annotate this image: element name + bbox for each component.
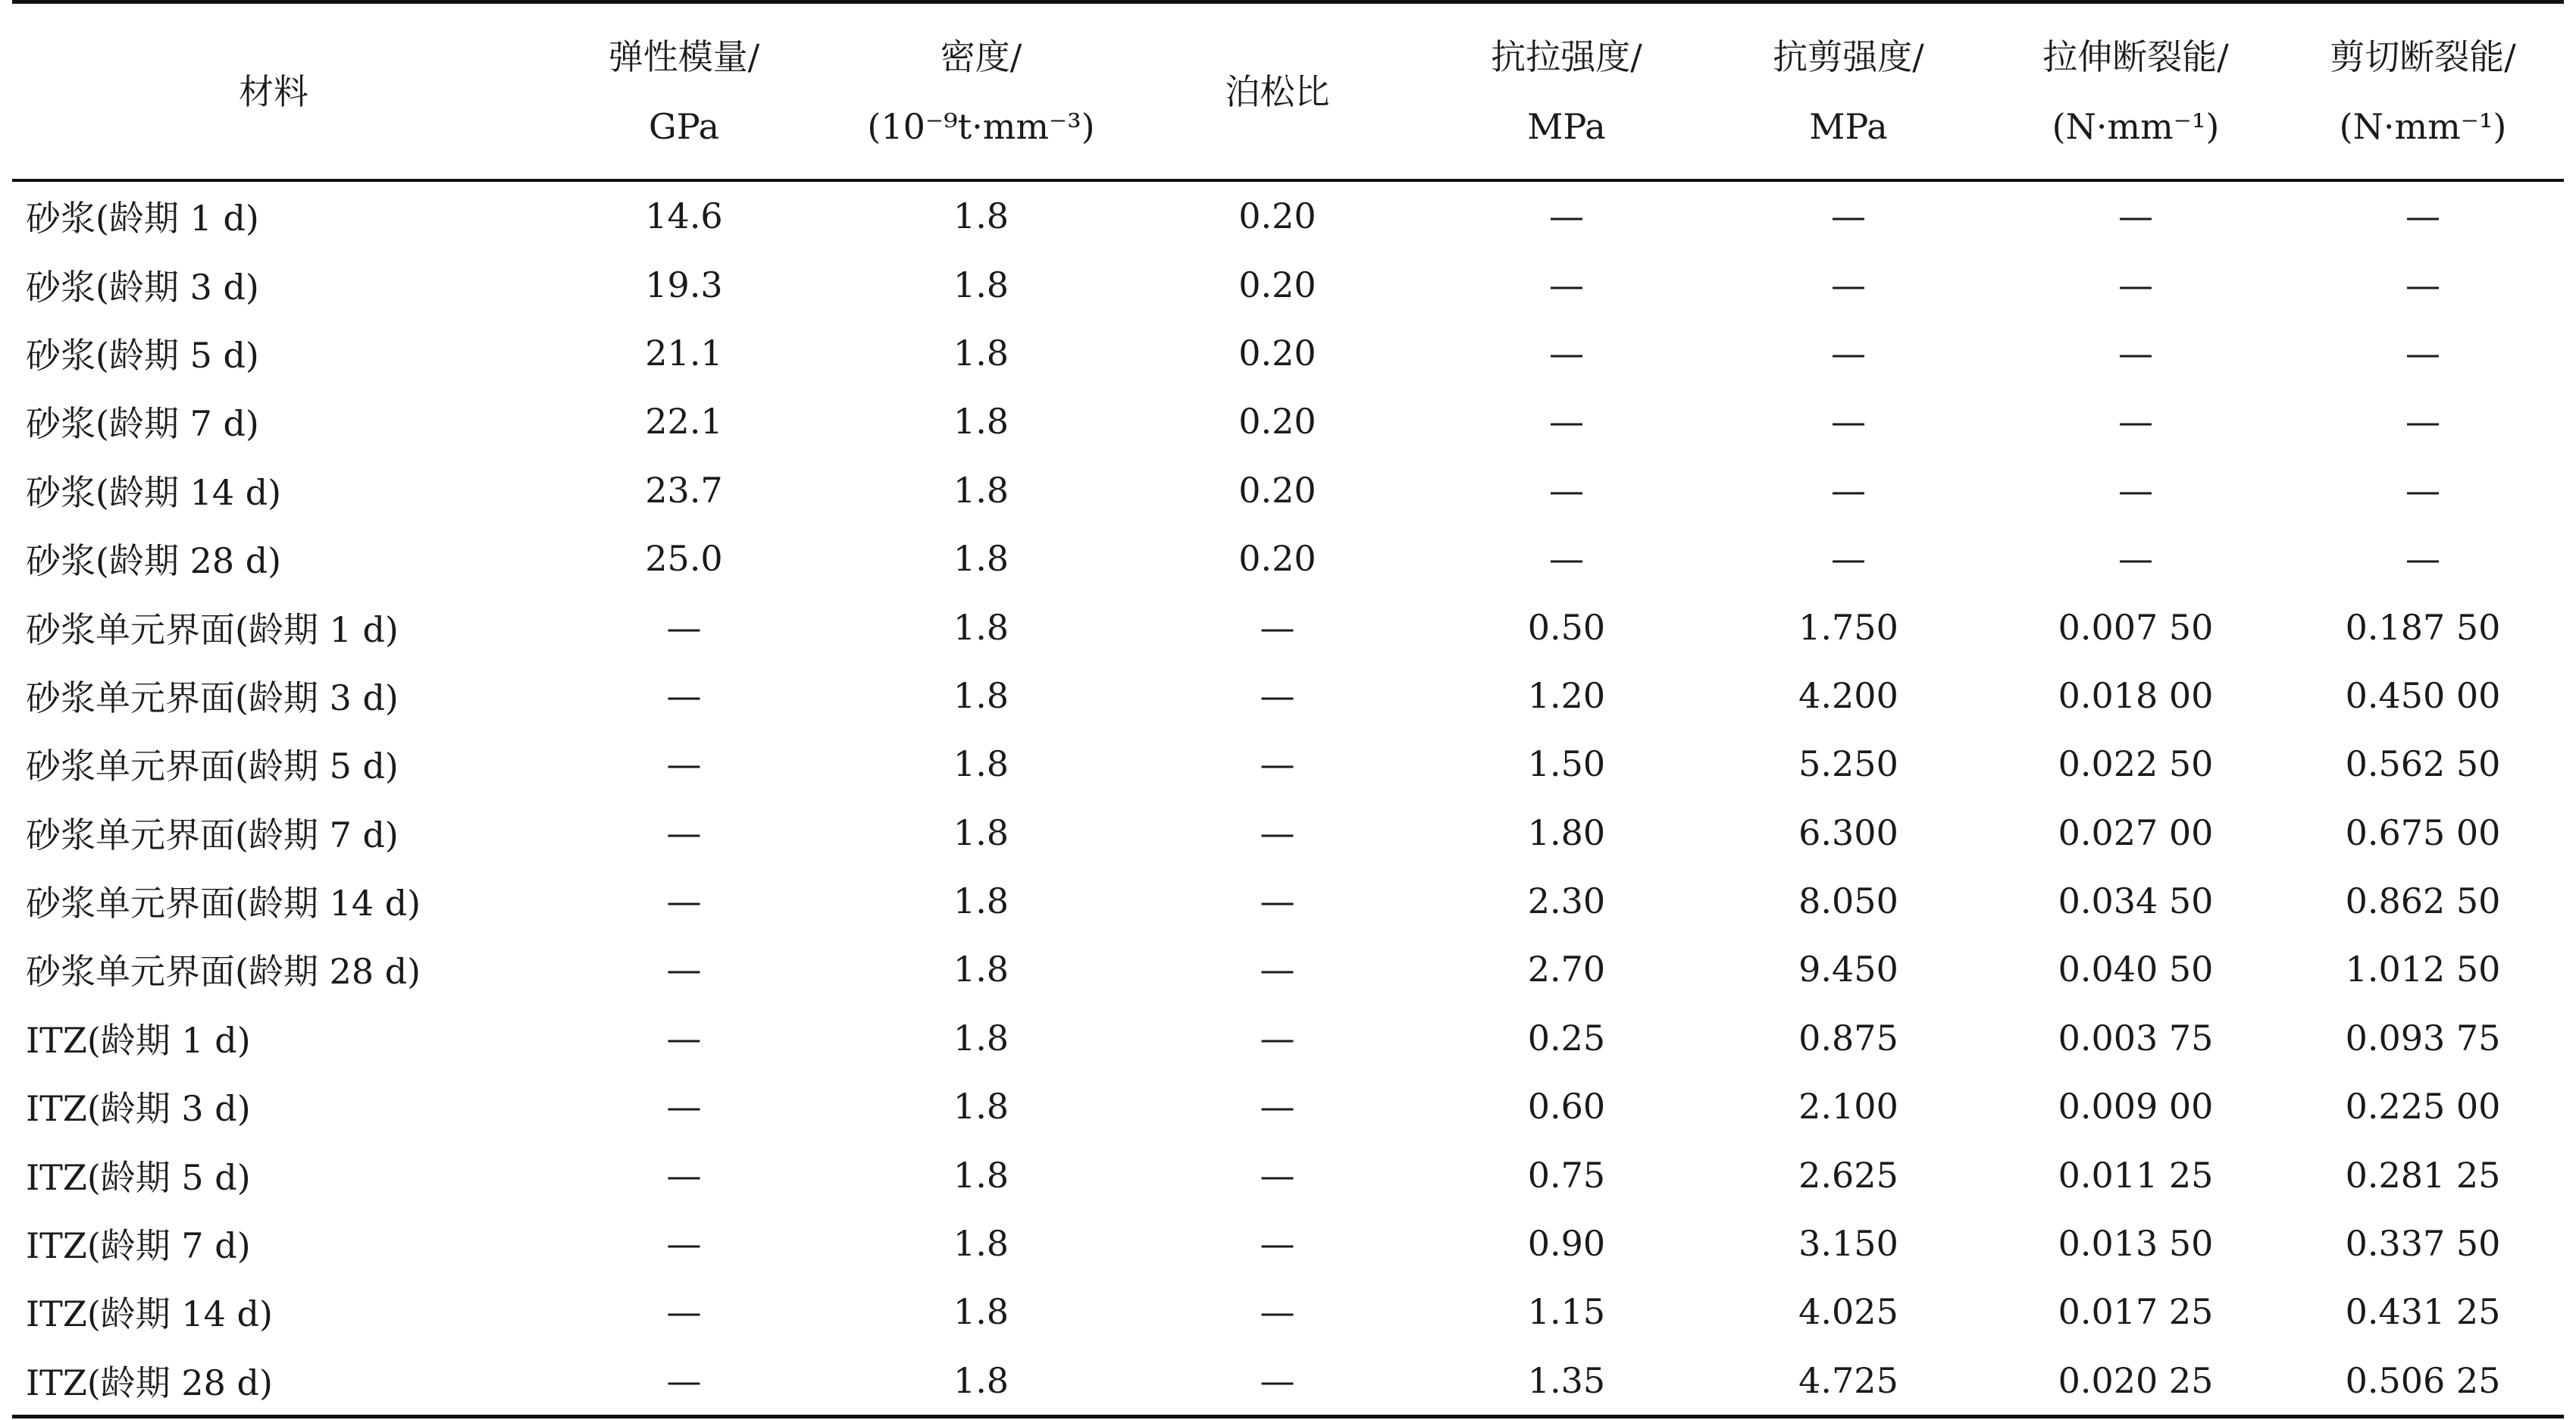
value-cell: 4.025 (1798, 1291, 1898, 1333)
value-cell: 1.8 (953, 743, 1009, 785)
table-row (12, 456, 2564, 524)
value-cell: 1.8 (953, 401, 1009, 443)
value-cell: — (1549, 401, 1584, 443)
material-name-cell: ITZ(龄期 28 d) (12, 1346, 535, 1417)
value-cell: 8.050 (1798, 880, 1898, 922)
value-cell: 1.15 (1527, 1291, 1606, 1333)
value-cell: 1.8 (953, 264, 1009, 305)
value-cell: 0.011 25 (2058, 1154, 2214, 1196)
value-cell: 1.8 (953, 812, 1009, 853)
value-cell: 0.225 00 (2345, 1086, 2501, 1128)
material-name-cell: 砂浆单元界面(龄期 28 d) (26, 951, 421, 993)
value-cell: — (2405, 195, 2440, 237)
value-cell: 2.30 (1527, 880, 1606, 922)
value-cell: 0.093 75 (2345, 1017, 2501, 1059)
value-cell: — (2118, 195, 2153, 237)
value-cell: — (666, 880, 702, 922)
value-cell: 0.020 25 (1989, 1346, 2282, 1417)
value-cell: 2.625 (1798, 1154, 1898, 1196)
value-cell: 0.25 (1527, 1017, 1606, 1059)
table-row (12, 1140, 2564, 1209)
value-cell: — (2118, 264, 2153, 305)
value-cell: 0.50 (1527, 606, 1606, 648)
column-header-line: (N·mm⁻¹) (2052, 105, 2220, 147)
column-header-line: 剪切断裂能/ (2330, 36, 2516, 77)
value-cell: — (666, 674, 702, 716)
value-cell: 0.450 00 (2345, 674, 2501, 716)
value-cell: 1.35 (1426, 1346, 1707, 1417)
column-header-5 (1426, 2, 1707, 181)
value-cell: 1.8 (953, 1017, 1009, 1059)
value-cell: — (1549, 264, 1584, 305)
value-cell: — (1831, 538, 1866, 580)
value-cell: 5.250 (1798, 743, 1898, 785)
value-cell: 0.875 (1798, 1017, 1898, 1059)
value-cell: 1.8 (953, 195, 1009, 237)
value-cell: — (2405, 538, 2440, 580)
value-cell: — (1260, 674, 1295, 716)
material-name-cell: 砂浆单元界面(龄期 1 d) (26, 608, 399, 650)
value-cell: 0.75 (1527, 1154, 1606, 1196)
value-cell: 1.8 (953, 1154, 1009, 1196)
value-cell: 0.187 50 (2345, 606, 2501, 648)
material-name-cell: 砂浆(龄期 3 d) (26, 266, 259, 308)
value-cell: — (1260, 743, 1295, 785)
value-cell: — (1260, 812, 1295, 853)
value-cell: — (535, 1346, 833, 1417)
value-cell: — (1831, 195, 1866, 237)
value-cell: 1.012 50 (2345, 949, 2501, 990)
column-header-line: 抗拉强度/ (1491, 36, 1642, 77)
material-name-cell: 砂浆(龄期 28 d) (26, 540, 282, 582)
table-row (12, 1072, 2564, 1140)
value-cell: 4.200 (1798, 674, 1898, 716)
value-cell: 0.022 50 (2058, 743, 2214, 785)
table-row (12, 935, 2564, 1003)
column-header-line: 密度/ (940, 36, 1022, 77)
value-cell: — (1260, 1223, 1295, 1265)
value-cell: 1.8 (953, 538, 1009, 580)
value-cell: 22.1 (645, 401, 723, 443)
column-header-8 (2282, 2, 2564, 181)
value-cell: — (666, 1154, 702, 1196)
table-row (12, 867, 2564, 935)
column-header-6 (1707, 2, 1989, 181)
value-cell: 21.1 (645, 332, 723, 374)
value-cell: 0.017 25 (2058, 1291, 2214, 1333)
value-cell: 1.8 (953, 674, 1009, 716)
value-cell: — (2118, 332, 2153, 374)
column-header-line: 泊松比 (1225, 70, 1330, 112)
column-header-line: (N·mm⁻¹) (2339, 105, 2507, 147)
table-row (12, 387, 2564, 455)
value-cell: — (2405, 264, 2440, 305)
material-name-cell: 砂浆单元界面(龄期 5 d) (26, 746, 399, 787)
value-cell: 0.018 00 (2058, 674, 2214, 716)
value-cell: — (1549, 469, 1584, 511)
material-name-cell: ITZ(龄期 1 d) (26, 1019, 251, 1061)
column-header-line: GPa (648, 105, 720, 147)
value-cell: — (666, 743, 702, 785)
value-cell: — (1260, 1017, 1295, 1059)
value-cell: — (666, 1223, 702, 1265)
value-cell: 1.8 (833, 1346, 1129, 1417)
value-cell: 0.013 50 (2058, 1223, 2214, 1265)
material-name-cell: 砂浆单元界面(龄期 3 d) (26, 677, 399, 718)
table-row (12, 1278, 2564, 1346)
value-cell: 0.431 25 (2345, 1291, 2501, 1333)
table-row (12, 593, 2564, 661)
value-cell: 1.80 (1527, 812, 1606, 853)
value-cell: — (1260, 1154, 1295, 1196)
material-name-cell: 砂浆单元界面(龄期 14 d) (26, 883, 421, 924)
value-cell: — (1260, 1086, 1295, 1128)
column-header-7 (1989, 2, 2282, 181)
column-header-line: 拉伸断裂能/ (2042, 36, 2229, 77)
value-cell: 0.862 50 (2345, 880, 2501, 922)
value-cell: 0.90 (1527, 1223, 1606, 1265)
value-cell: 0.562 50 (2345, 743, 2501, 785)
material-properties-table (12, 0, 2564, 1418)
value-cell: 9.450 (1798, 949, 1898, 990)
column-header-line: 材料 (239, 70, 308, 112)
material-name-cell: 砂浆(龄期 7 d) (26, 403, 259, 445)
value-cell: 1.8 (953, 332, 1009, 374)
table-body (12, 180, 2564, 1417)
value-cell: 0.675 00 (2345, 812, 2501, 853)
value-cell: 19.3 (645, 264, 723, 305)
value-cell: — (1549, 538, 1584, 580)
value-cell: — (2118, 401, 2153, 443)
value-cell: 0.20 (1238, 264, 1316, 305)
material-name-cell: ITZ(龄期 5 d) (26, 1156, 251, 1198)
table-row (12, 319, 2564, 387)
value-cell: — (1549, 195, 1584, 237)
value-cell: 0.009 00 (2058, 1086, 2214, 1128)
material-name-cell: 砂浆(龄期 1 d) (26, 198, 259, 239)
value-cell: 0.034 50 (2058, 880, 2214, 922)
table-row (12, 1346, 2564, 1417)
value-cell: 0.003 75 (2058, 1017, 2214, 1059)
material-name-cell: ITZ(龄期 14 d) (26, 1293, 273, 1335)
table-row (12, 1209, 2564, 1278)
value-cell: 1.8 (953, 949, 1009, 990)
material-properties-table-container (12, 0, 2564, 1418)
value-cell: — (666, 1291, 702, 1333)
material-name-cell: 砂浆(龄期 14 d) (26, 471, 282, 513)
column-header-line: (10⁻⁹t·mm⁻³) (867, 105, 1095, 147)
value-cell: 14.6 (645, 195, 723, 237)
value-cell: 3.150 (1798, 1223, 1898, 1265)
value-cell: 0.337 50 (2345, 1223, 2501, 1265)
value-cell: — (666, 606, 702, 648)
value-cell: 25.0 (645, 538, 723, 580)
column-header-4 (1129, 2, 1426, 181)
table-row (12, 180, 2564, 250)
value-cell: — (1831, 264, 1866, 305)
value-cell: — (1260, 1291, 1295, 1333)
value-cell: 0.20 (1238, 401, 1316, 443)
value-cell: — (1260, 949, 1295, 990)
value-cell: — (666, 1017, 702, 1059)
value-cell: — (1831, 469, 1866, 511)
table-row (12, 799, 2564, 867)
table-row (12, 524, 2564, 593)
table-header (12, 2, 2564, 181)
material-name-cell: ITZ(龄期 7 d) (26, 1225, 251, 1267)
table-row (12, 250, 2564, 318)
value-cell: 6.300 (1798, 812, 1898, 853)
value-cell: 1.8 (953, 1291, 1009, 1333)
material-name-cell: 砂浆(龄期 5 d) (26, 334, 259, 376)
value-cell: — (2118, 469, 2153, 511)
value-cell: — (2118, 538, 2153, 580)
column-header-line: MPa (1527, 105, 1606, 147)
value-cell: 0.20 (1238, 469, 1316, 511)
value-cell: 1.8 (953, 606, 1009, 648)
value-cell: 1.8 (953, 1086, 1009, 1128)
value-cell: — (666, 1086, 702, 1128)
value-cell: 0.60 (1527, 1086, 1606, 1128)
value-cell: 0.027 00 (2058, 812, 2214, 853)
table-row (12, 1004, 2564, 1072)
value-cell: — (2405, 401, 2440, 443)
value-cell: 1.20 (1527, 674, 1606, 716)
value-cell: — (666, 812, 702, 853)
value-cell: 1.8 (953, 469, 1009, 511)
value-cell: 1.8 (953, 1223, 1009, 1265)
material-name-cell: ITZ(龄期 3 d) (26, 1088, 251, 1130)
table-row (12, 662, 2564, 730)
value-cell: — (1260, 606, 1295, 648)
value-cell: — (1831, 332, 1866, 374)
value-cell: — (2405, 469, 2440, 511)
value-cell: — (1260, 880, 1295, 922)
value-cell: 0.007 50 (2058, 606, 2214, 648)
value-cell: 0.281 25 (2345, 1154, 2501, 1196)
value-cell: 0.20 (1238, 195, 1316, 237)
value-cell: — (1831, 401, 1866, 443)
value-cell: — (2405, 332, 2440, 374)
value-cell: 1.50 (1527, 743, 1606, 785)
value-cell: 0.20 (1238, 332, 1316, 374)
header-row (12, 2, 2564, 181)
value-cell: 0.506 25 (2282, 1346, 2564, 1417)
value-cell: 0.040 50 (2058, 949, 2214, 990)
column-header-1 (12, 2, 535, 181)
value-cell: 4.725 (1707, 1346, 1989, 1417)
value-cell: 2.70 (1527, 949, 1606, 990)
table-row (12, 730, 2564, 798)
value-cell: 1.750 (1798, 606, 1898, 648)
value-cell: 23.7 (645, 469, 723, 511)
material-name-cell: 砂浆单元界面(龄期 7 d) (26, 814, 399, 855)
value-cell: — (1549, 332, 1584, 374)
column-header-3 (833, 2, 1129, 181)
value-cell: — (1129, 1346, 1426, 1417)
value-cell: — (666, 949, 702, 990)
column-header-2 (535, 2, 833, 181)
column-header-line: MPa (1809, 105, 1888, 147)
column-header-line: 抗剪强度/ (1773, 36, 1924, 77)
value-cell: 2.100 (1798, 1086, 1898, 1128)
column-header-line: 弹性模量/ (608, 36, 760, 77)
value-cell: 0.20 (1238, 538, 1316, 580)
value-cell: 1.8 (953, 880, 1009, 922)
